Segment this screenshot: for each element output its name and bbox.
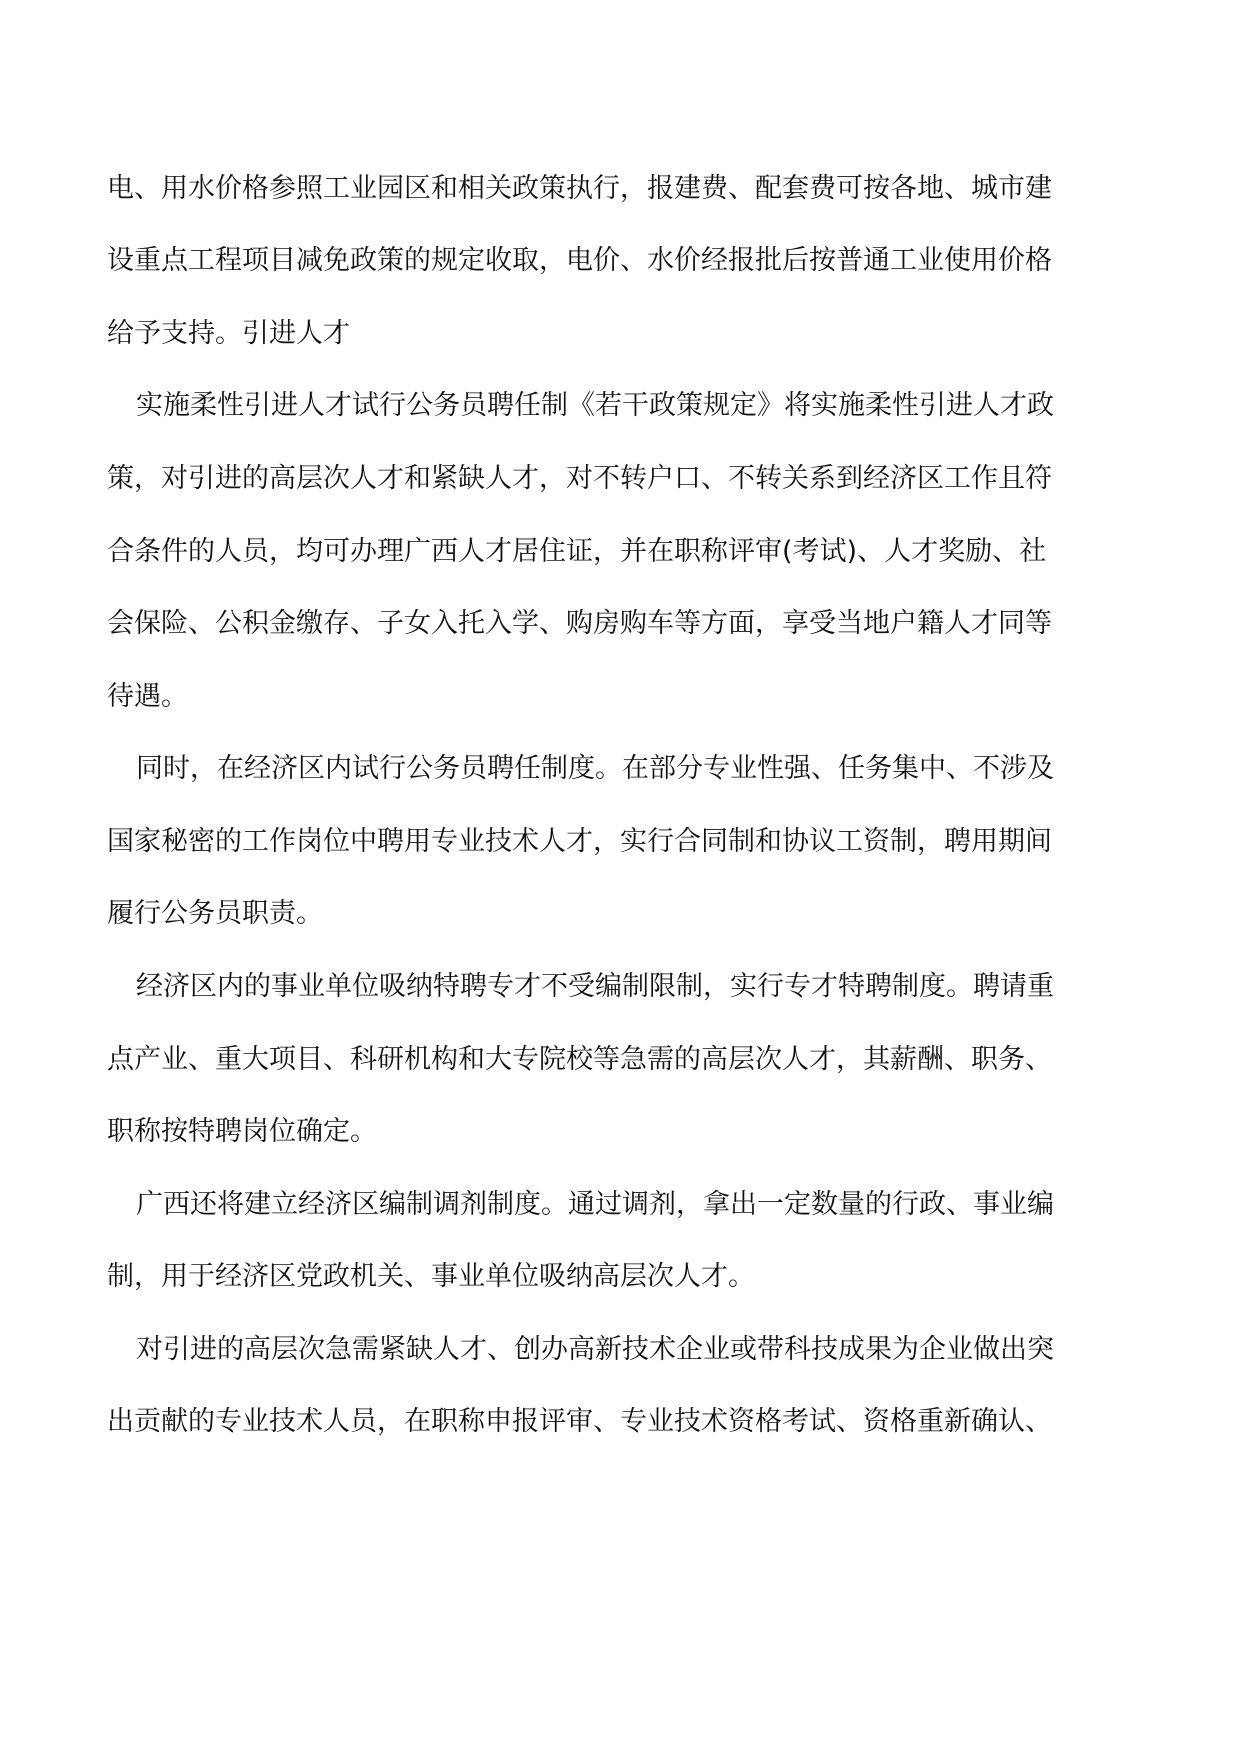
paragraph-first-line: 对引进的高层次急需紧缺人才、创办高新技术企业或带科技成果为企业做出突 bbox=[136, 1334, 1054, 1365]
text-line: 策，对引进的高层次人才和紧缺人才，对不转户口、不转关系到经济区工作且符 bbox=[107, 463, 1052, 494]
text-line: 职称按特聘岗位确定。 bbox=[107, 1116, 377, 1147]
text-line: 制，用于经济区党政机关、事业单位吸纳高层次人才。 bbox=[107, 1261, 755, 1292]
text-line: 履行公务员职责。 bbox=[107, 898, 323, 929]
paragraph-first-line: 同时，在经济区内试行公务员聘任制度。在部分专业性强、任务集中、不涉及 bbox=[136, 753, 1054, 784]
text-line: 点产业、重大项目、科研机构和大专院校等急需的高层次人才，其薪酬、职务、 bbox=[107, 1044, 1052, 1075]
text-line: 设重点工程项目减免政策的规定收取，电价、水价经报批后按普通工业使用价格 bbox=[107, 245, 1052, 276]
text-line: 国家秘密的工作岗位中聘用专业技术人才，实行合同制和协议工资制，聘用期间 bbox=[107, 826, 1052, 857]
paragraph-first-line: 实施柔性引进人才试行公务员聘任制《若干政策规定》将实施柔性引进人才政 bbox=[136, 390, 1054, 421]
paragraph-first-line: 广西还将建立经济区编制调剂制度。通过调剂，拿出一定数量的行政、事业编 bbox=[136, 1189, 1054, 1220]
paragraph-first-line: 经济区内的事业单位吸纳特聘专才不受编制限制，实行专才特聘制度。聘请重 bbox=[136, 971, 1054, 1002]
text-line: 合条件的人员，均可办理广西人才居住证，并在职称评审(考试)、人才奖励、社 bbox=[107, 536, 1047, 567]
text-line: 会保险、公积金缴存、子女入托入学、购房购车等方面，享受当地户籍人才同等 bbox=[107, 608, 1052, 639]
text-line: 给予支持。引进人才 bbox=[107, 318, 350, 349]
text-line: 待遇。 bbox=[107, 681, 188, 712]
text-line: 电、用水价格参照工业园区和相关政策执行，报建费、配套费可按各地、城市建 bbox=[107, 173, 1052, 204]
text-line: 出贡献的专业技术人员，在职称申报评审、专业技术资格考试、资格重新确认、 bbox=[107, 1406, 1052, 1437]
